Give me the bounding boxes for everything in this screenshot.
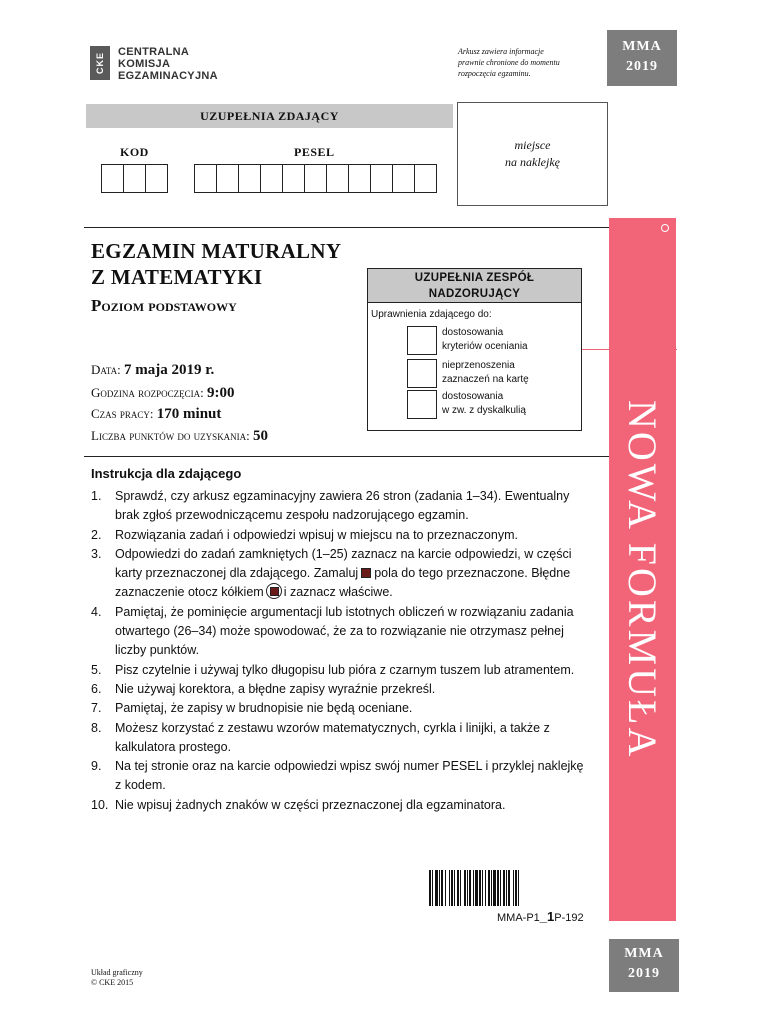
instruction-item: [91, 699, 591, 718]
duration-label: Czas pracy:: [91, 406, 154, 421]
instruction-number: 7.: [91, 701, 102, 716]
points-label: Liczba punktów do uzyskania:: [91, 428, 250, 443]
exam-code-top: MMA: [622, 39, 662, 54]
instruction-text: i zaznacz właściwe.: [283, 585, 393, 600]
side-banner-label: [609, 330, 676, 830]
kod-field[interactable]: [101, 164, 167, 193]
instruction-item: [91, 487, 591, 526]
accommodation-checkbox[interactable]: [407, 326, 437, 355]
kod-label: KOD: [120, 145, 149, 159]
points-row: [91, 428, 268, 445]
instruction-text: Pamiętaj, że pominięcie argumentacji lub istotnych obliczeń w rozwiązaniu zadania otwartego (26–34) może spowodować, że za to rozwiązanie nie otrzymasz pełnej liczby punktów.: [115, 604, 574, 658]
barcode-label: [497, 909, 584, 924]
instruction-text: Na tej stronie oraz na karcie odpowiedzi wpisz swój numer PESEL i przyklej naklejkę z kodem.: [115, 759, 584, 793]
accommodation-option: [407, 326, 528, 355]
exam-title-line-1: EGZAMIN MATURALNY: [91, 239, 342, 263]
start-value: 9:00: [207, 385, 235, 401]
supervisor-header-line-1: UZUPEŁNIA ZESPÓŁ: [414, 272, 535, 284]
sticker-line-2: na naklejkę: [505, 155, 560, 169]
accommodation-label: dostosowania: [442, 327, 504, 338]
pesel-cell[interactable]: [392, 164, 415, 193]
pesel-cell[interactable]: [348, 164, 371, 193]
accommodation-checkbox[interactable]: [407, 359, 437, 388]
pesel-cell[interactable]: [282, 164, 305, 193]
exam-level: Poziom podstawowy: [91, 296, 237, 315]
footer-line-2: © CKE 2015: [91, 978, 134, 987]
instruction-item: [91, 526, 591, 545]
duration-value: 170 minut: [156, 406, 222, 422]
cke-logo-mark: CKE: [90, 46, 110, 80]
instruction-number: 2.: [91, 527, 102, 542]
exam-code-bottom: MMA: [624, 946, 664, 961]
exam-code-badge-bottom: [609, 939, 679, 992]
filled-square-icon: [361, 568, 371, 578]
instruction-text: Nie używaj korektora, a błędne zapisy wyraźnie przekreśl.: [115, 681, 436, 696]
kod-cell[interactable]: [123, 164, 146, 193]
notice-line-1: Arkusz zawiera informacje: [458, 47, 544, 56]
sticker-placeholder: [457, 102, 608, 206]
accommodation-label: dostosowania: [442, 391, 504, 402]
notice-line-3: rozpoczęcia egzaminu.: [458, 69, 531, 78]
kod-cell[interactable]: [145, 164, 168, 193]
instruction-number: 8.: [91, 720, 102, 735]
instruction-item: [91, 603, 591, 661]
accommodation-label: w zw. z dyskalkulią: [442, 405, 526, 416]
instructions-title: Instrukcja dla zdającego: [91, 466, 242, 481]
cke-logo-text: [118, 46, 218, 82]
candidate-section-header: UZUPEŁNIA ZDAJĄCY: [86, 104, 453, 128]
exam-year-bottom: 2019: [628, 966, 660, 981]
instruction-item: [91, 796, 591, 815]
instruction-item: [91, 719, 591, 758]
exam-date-row: [91, 362, 214, 379]
footer-credit: [91, 968, 143, 988]
instruction-text: Pisz czytelnie i używaj tylko długopisu lub pióra z czarnym tuszem lub atramentem.: [115, 662, 575, 677]
kod-cell[interactable]: [101, 164, 124, 193]
circled-square-icon: [266, 583, 282, 599]
pesel-cell[interactable]: [370, 164, 393, 193]
instruction-text: Nie wpisuj żadnych znaków w części przeznaczonej dla egzaminatora.: [115, 797, 506, 812]
notice-line-2: prawnie chronione do momentu: [458, 58, 560, 67]
accommodation-label: nieprzenoszenia: [442, 360, 515, 371]
start-time-row: [91, 385, 235, 402]
pesel-field[interactable]: [194, 164, 436, 193]
pesel-cell[interactable]: [238, 164, 261, 193]
barcode: [429, 870, 583, 906]
instruction-item: [91, 757, 591, 796]
instruction-text: Pamiętaj, że zapisy w brudnopisie nie będą oceniane.: [115, 701, 413, 716]
instruction-number: 10.: [91, 797, 109, 812]
exam-code-badge-top: [607, 30, 677, 86]
instruction-number: 9.: [91, 759, 102, 774]
logo-line-3: EGZAMINACYJNA: [118, 70, 218, 82]
pesel-cell[interactable]: [326, 164, 349, 193]
start-label: Godzina rozpoczęcia:: [91, 385, 204, 400]
accommodation-option: [407, 359, 529, 388]
instructions-list: [91, 487, 591, 815]
instruction-item: [91, 680, 591, 699]
duration-row: [91, 406, 221, 423]
instruction-text: Odpowiedzi do zadań zamkniętych (1–25) zaznacz na karcie odpowiedzi, w części karty przeznaczonej dla zdającego. Zamaluj: [115, 546, 572, 581]
accommodation-label: kryteriów oceniania: [442, 341, 528, 352]
barcode-gap: [519, 870, 521, 906]
instruction-number: 3.: [91, 546, 102, 561]
exam-title: [91, 238, 341, 290]
sticker-line-1: miejsce: [514, 138, 551, 152]
instruction-text: Sprawdź, czy arkusz egzaminacyjny zawiera 26 stron (zadania 1–34). Ewentualny brak zgłoś przewodniczącemu zespołu nadzorującego egzamin.: [115, 489, 570, 523]
divider-top: [84, 227, 609, 228]
exam-year-top: 2019: [626, 59, 658, 74]
instruction-item: [91, 545, 591, 603]
instruction-number: 6.: [91, 681, 102, 696]
logo-line-1: CENTRALNA: [118, 46, 190, 58]
instruction-text: Możesz korzystać z zestawu wzorów matematycznych, cyrkla i linijki, a także z kalkulatora prostego.: [115, 720, 550, 754]
supervisor-section: [367, 268, 582, 431]
pesel-label: PESEL: [294, 145, 335, 159]
barcode-prefix: MMA-P1: [497, 912, 540, 924]
pesel-cell[interactable]: [304, 164, 327, 193]
exam-title-line-2: Z MATEMATYKI: [91, 265, 263, 289]
confidential-notice: [458, 46, 598, 79]
instruction-text: Rozwiązania zadań i odpowiedzi wpisuj w miejscu na to przeznaczonym.: [115, 527, 518, 542]
supervisor-header: [368, 269, 581, 303]
points-value: 50: [253, 428, 269, 444]
side-banner-text: NOWA FORMUŁA: [620, 400, 665, 760]
accommodation-label: zaznaczeń na kartę: [442, 374, 529, 385]
footer-line-1: Układ graficzny: [91, 968, 143, 977]
date-label: Data:: [91, 362, 121, 377]
barcode-mid: _1: [539, 909, 555, 924]
pesel-cell[interactable]: [414, 164, 437, 193]
barcode-suffix: P-192: [554, 912, 584, 924]
logo-line-2: KOMISJA: [118, 58, 171, 70]
pesel-cell[interactable]: [194, 164, 217, 193]
banner-degree-icon: [661, 224, 669, 232]
pesel-cell[interactable]: [216, 164, 239, 193]
instruction-number: 1.: [91, 489, 102, 503]
supervisor-subheader: Uprawnienia zdającego do:: [371, 309, 492, 320]
instruction-text: pola do tego przeznaczone. Błędne zaznaczenie otocz kółkiem: [115, 566, 571, 600]
instruction-number: 4.: [91, 604, 102, 619]
accommodation-checkbox[interactable]: [407, 390, 437, 419]
instruction-number: 5.: [91, 662, 102, 677]
pesel-cell[interactable]: [260, 164, 283, 193]
supervisor-header-line-2: NADZORUJĄCY: [428, 288, 521, 300]
divider-middle: [84, 456, 609, 457]
accommodation-option: [407, 390, 526, 419]
instruction-item: [91, 661, 591, 680]
date-value: 7 maja 2019 r.: [124, 362, 215, 378]
